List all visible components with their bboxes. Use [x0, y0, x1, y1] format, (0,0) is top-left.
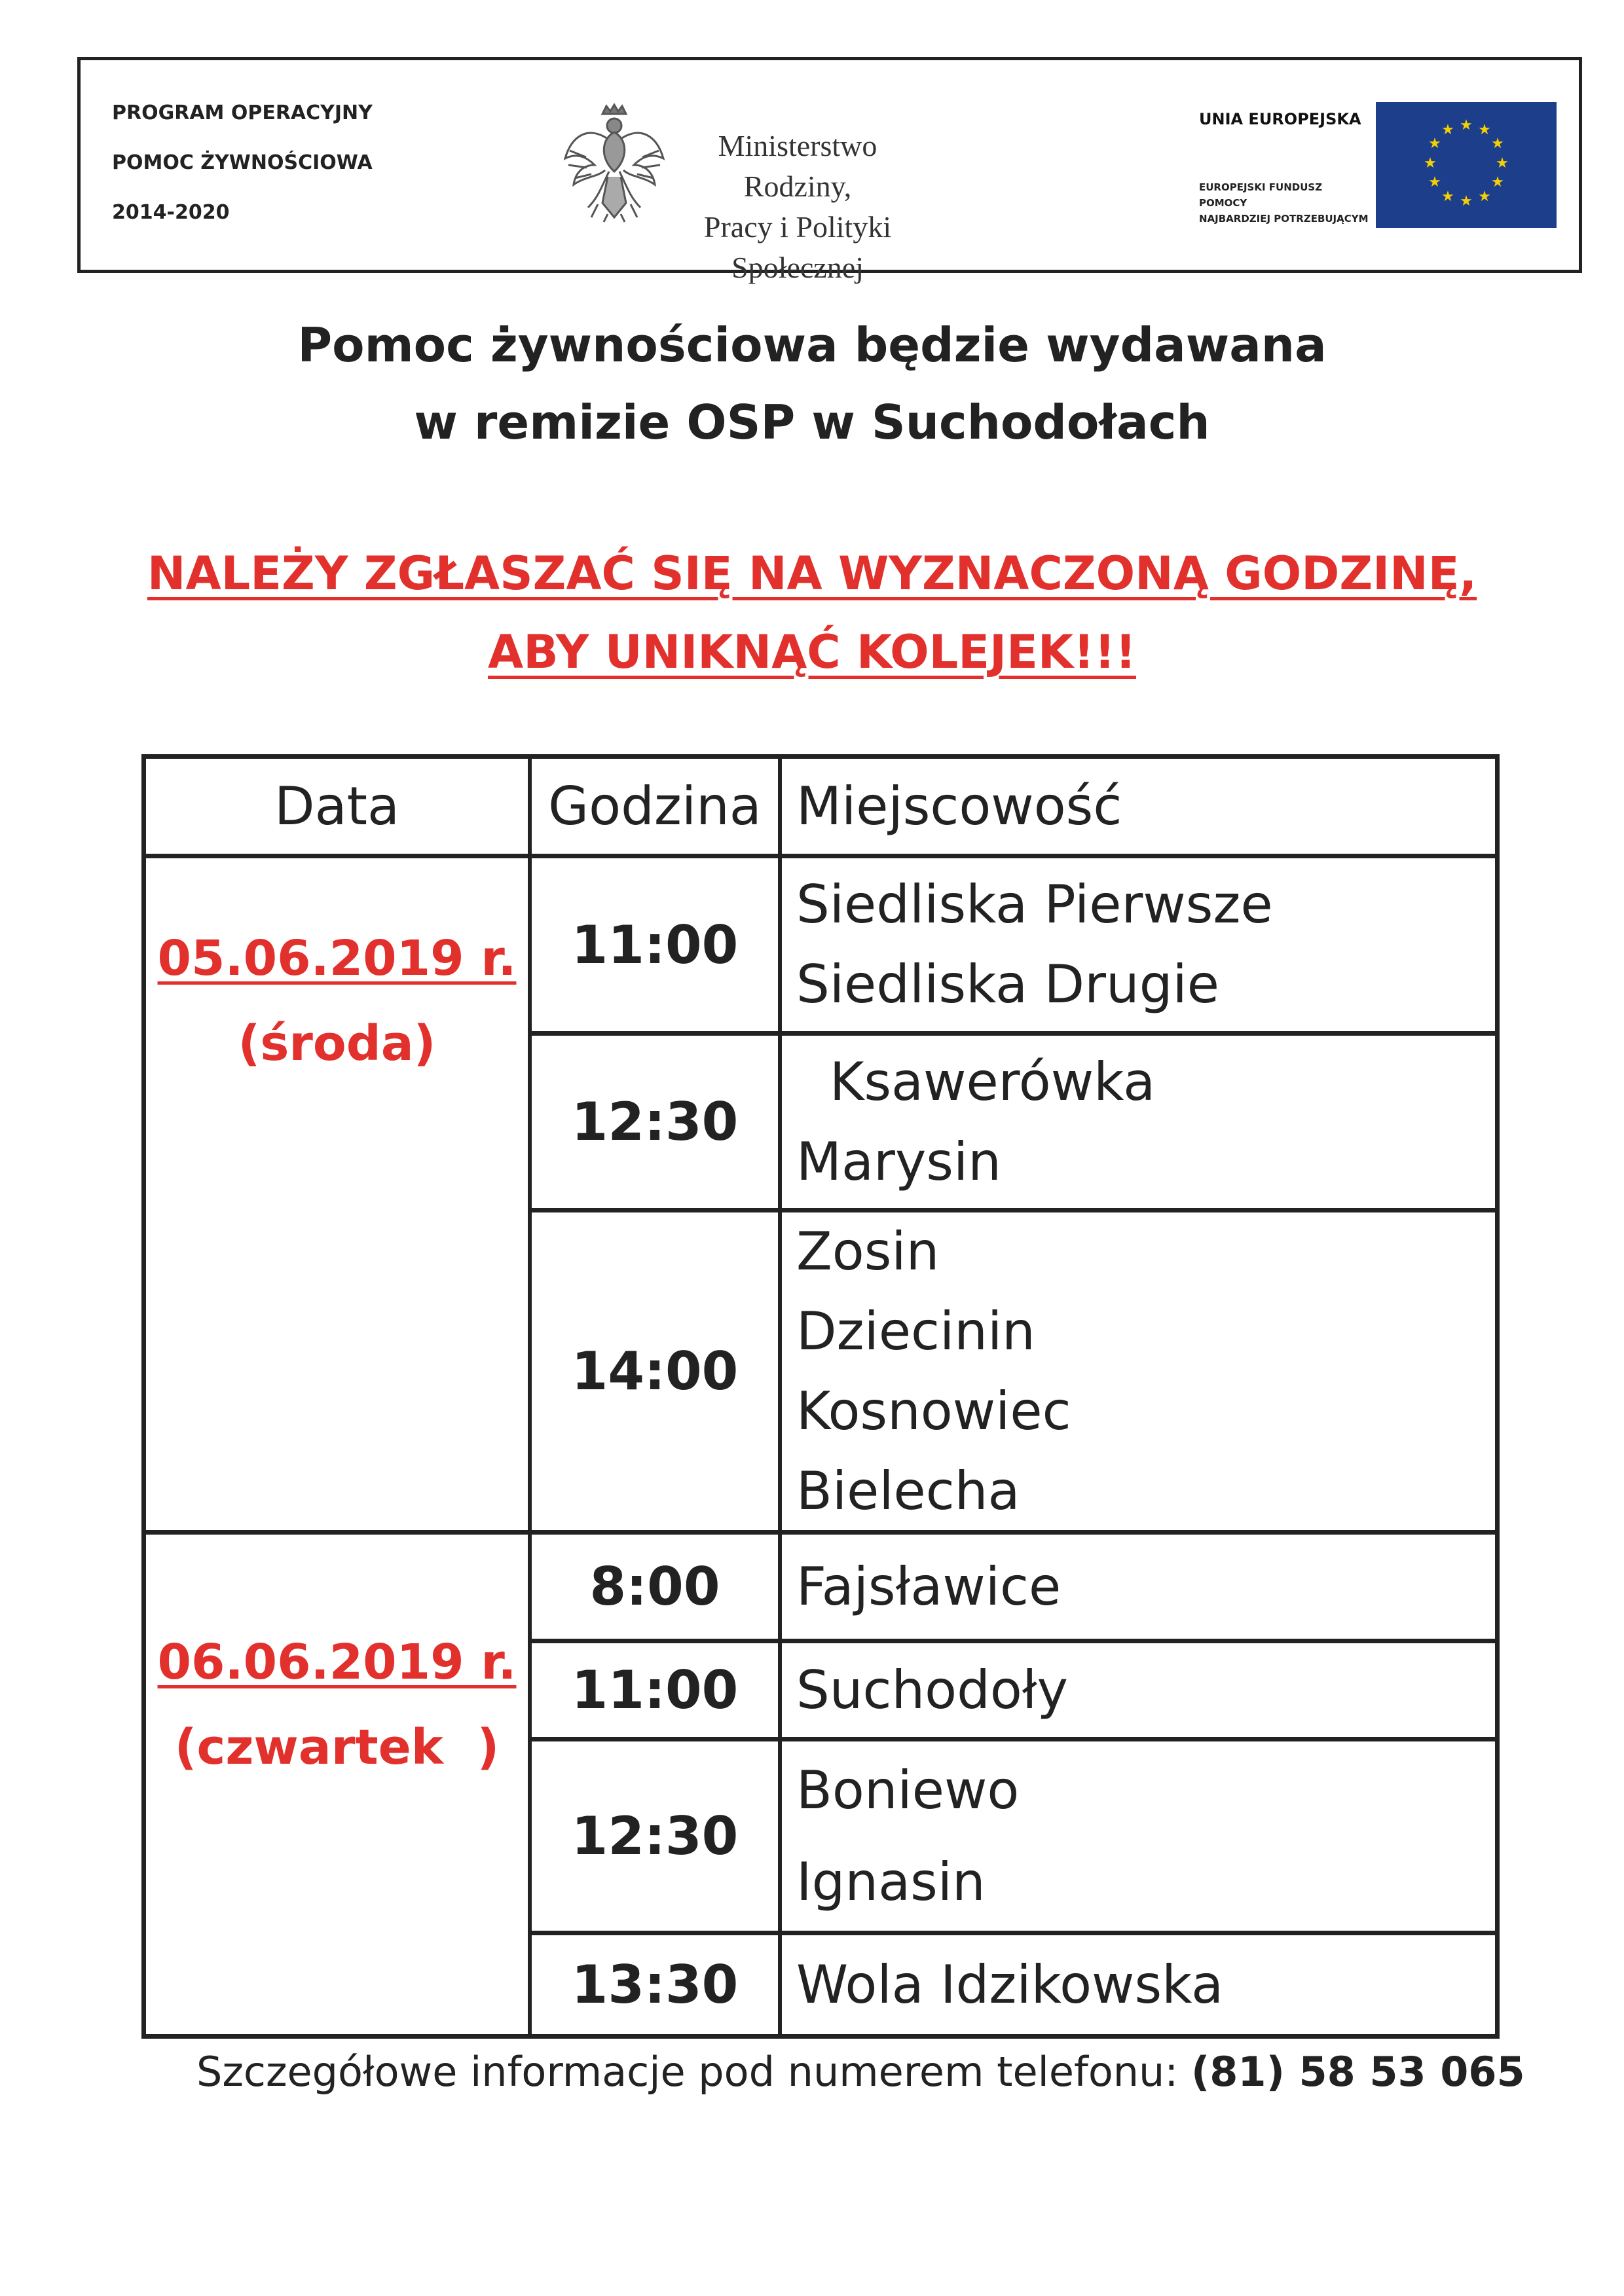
header-date: Data [274, 776, 399, 837]
eu-title: UNIA EUROPEJSKA [1199, 110, 1361, 128]
header-time: Godzina [548, 776, 762, 837]
svg-text:★: ★ [1491, 174, 1504, 191]
place-name: Siedliska Drugie [796, 954, 1219, 1015]
svg-text:★: ★ [1496, 155, 1509, 172]
svg-text:★: ★ [1441, 189, 1454, 205]
slot-places [782, 1643, 1496, 1737]
warning-line-2: ABY UNIKNĄĆ KOLEJEK!!! [488, 625, 1136, 679]
slot-places [782, 858, 1496, 1031]
phone-number: (81) 58 53 065 [1190, 2048, 1525, 2096]
slot-time: 13:30 [571, 1954, 739, 2015]
place-name: Bielecha [796, 1460, 1020, 1522]
row-divider [532, 1639, 1495, 1643]
row-divider [532, 1931, 1495, 1935]
day-1-date-cell [146, 858, 528, 1530]
header-place: Miejscowość [796, 776, 1122, 837]
header-divider [146, 854, 1495, 858]
day-2-date: 06.06.2019 r. [157, 1634, 517, 1690]
slot-places [782, 1741, 1496, 1931]
eu-flag-icon [1376, 102, 1557, 228]
ministry-line-2: Pracy i Polityki Społecznej [703, 210, 892, 284]
slot-time: 11:00 [571, 914, 739, 975]
header-box [77, 57, 1582, 284]
slot-time: 8:00 [589, 1556, 720, 1617]
slot-places [782, 1935, 1496, 2034]
program-title [112, 101, 373, 250]
program-line-1: PROGRAM OPERACYJNY [112, 101, 373, 124]
place-name: Kosnowiec [796, 1380, 1071, 1442]
svg-text:★: ★ [1478, 189, 1491, 205]
row-divider [532, 1208, 1495, 1212]
schedule-table [141, 754, 1500, 2039]
day-2-date-cell [146, 1535, 528, 2036]
slot-time: 12:30 [571, 1806, 739, 1867]
slot-places [782, 1535, 1496, 1639]
warning-line-1: NALEŻY ZGŁASZAĆ SIĘ NA WYZNACZONĄ GODZINĘ, [147, 547, 1477, 600]
place-name: Wola Idzikowska [796, 1954, 1224, 2015]
day-1-weekday: (środa) [238, 1015, 436, 1072]
place-name: Fajsławice [796, 1556, 1061, 1617]
svg-text:★: ★ [1460, 193, 1473, 210]
place-name: Siedliska Pierwsze [796, 874, 1273, 935]
slot-places [782, 1036, 1496, 1208]
eu-fund-name [1199, 179, 1369, 227]
svg-text:★: ★ [1428, 136, 1441, 152]
program-line-3: 2014-2020 [112, 201, 230, 224]
contact-footer [196, 2048, 1525, 2096]
svg-text:★: ★ [1478, 122, 1491, 138]
slot-time: 11:00 [571, 1660, 739, 1721]
slot-time: 14:00 [571, 1341, 739, 1402]
svg-text:★: ★ [1424, 155, 1437, 172]
row-divider [532, 1737, 1495, 1741]
svg-text:★: ★ [1460, 117, 1473, 134]
svg-text:★: ★ [1491, 136, 1504, 152]
svg-text:★: ★ [1428, 174, 1441, 191]
place-name: Marysin [796, 1131, 1001, 1192]
place-name: Dziecinin [796, 1300, 1035, 1362]
title-line-2: w remizie OSP w Suchodołach [414, 395, 1210, 450]
warning-notice [0, 534, 1624, 691]
place-name: Ksawerówka [796, 1051, 1156, 1112]
place-name: Ignasin [796, 1851, 986, 1912]
ministry-name [667, 126, 929, 288]
main-title [0, 306, 1624, 461]
day-2-weekday: (czwartek ) [174, 1719, 500, 1776]
ministry-line-1: Ministerstwo Rodziny, [718, 129, 877, 203]
polish-eagle-emblem-icon [562, 100, 667, 224]
day-1-date: 05.06.2019 r. [157, 930, 517, 987]
eu-fund-line-2: NAJBARDZIEJ POTRZEBUJĄCYM [1199, 213, 1369, 225]
slot-time: 12:30 [571, 1091, 739, 1152]
place-name: Zosin [796, 1220, 940, 1282]
footer-text: Szczegółowe informacje pod numerem telefonu: [196, 2048, 1191, 2096]
place-name: Suchodoły [796, 1659, 1068, 1721]
slot-places [782, 1212, 1496, 1530]
title-line-1: Pomoc żywnościowa będzie wydawana [297, 318, 1327, 373]
row-divider [532, 1031, 1495, 1036]
place-name: Boniewo [796, 1759, 1020, 1821]
program-line-2: POMOC ŻYWNOŚCIOWA [112, 151, 373, 174]
eu-fund-line-1: EUROPEJSKI FUNDUSZ POMOCY [1199, 181, 1323, 209]
svg-text:★: ★ [1441, 122, 1454, 138]
